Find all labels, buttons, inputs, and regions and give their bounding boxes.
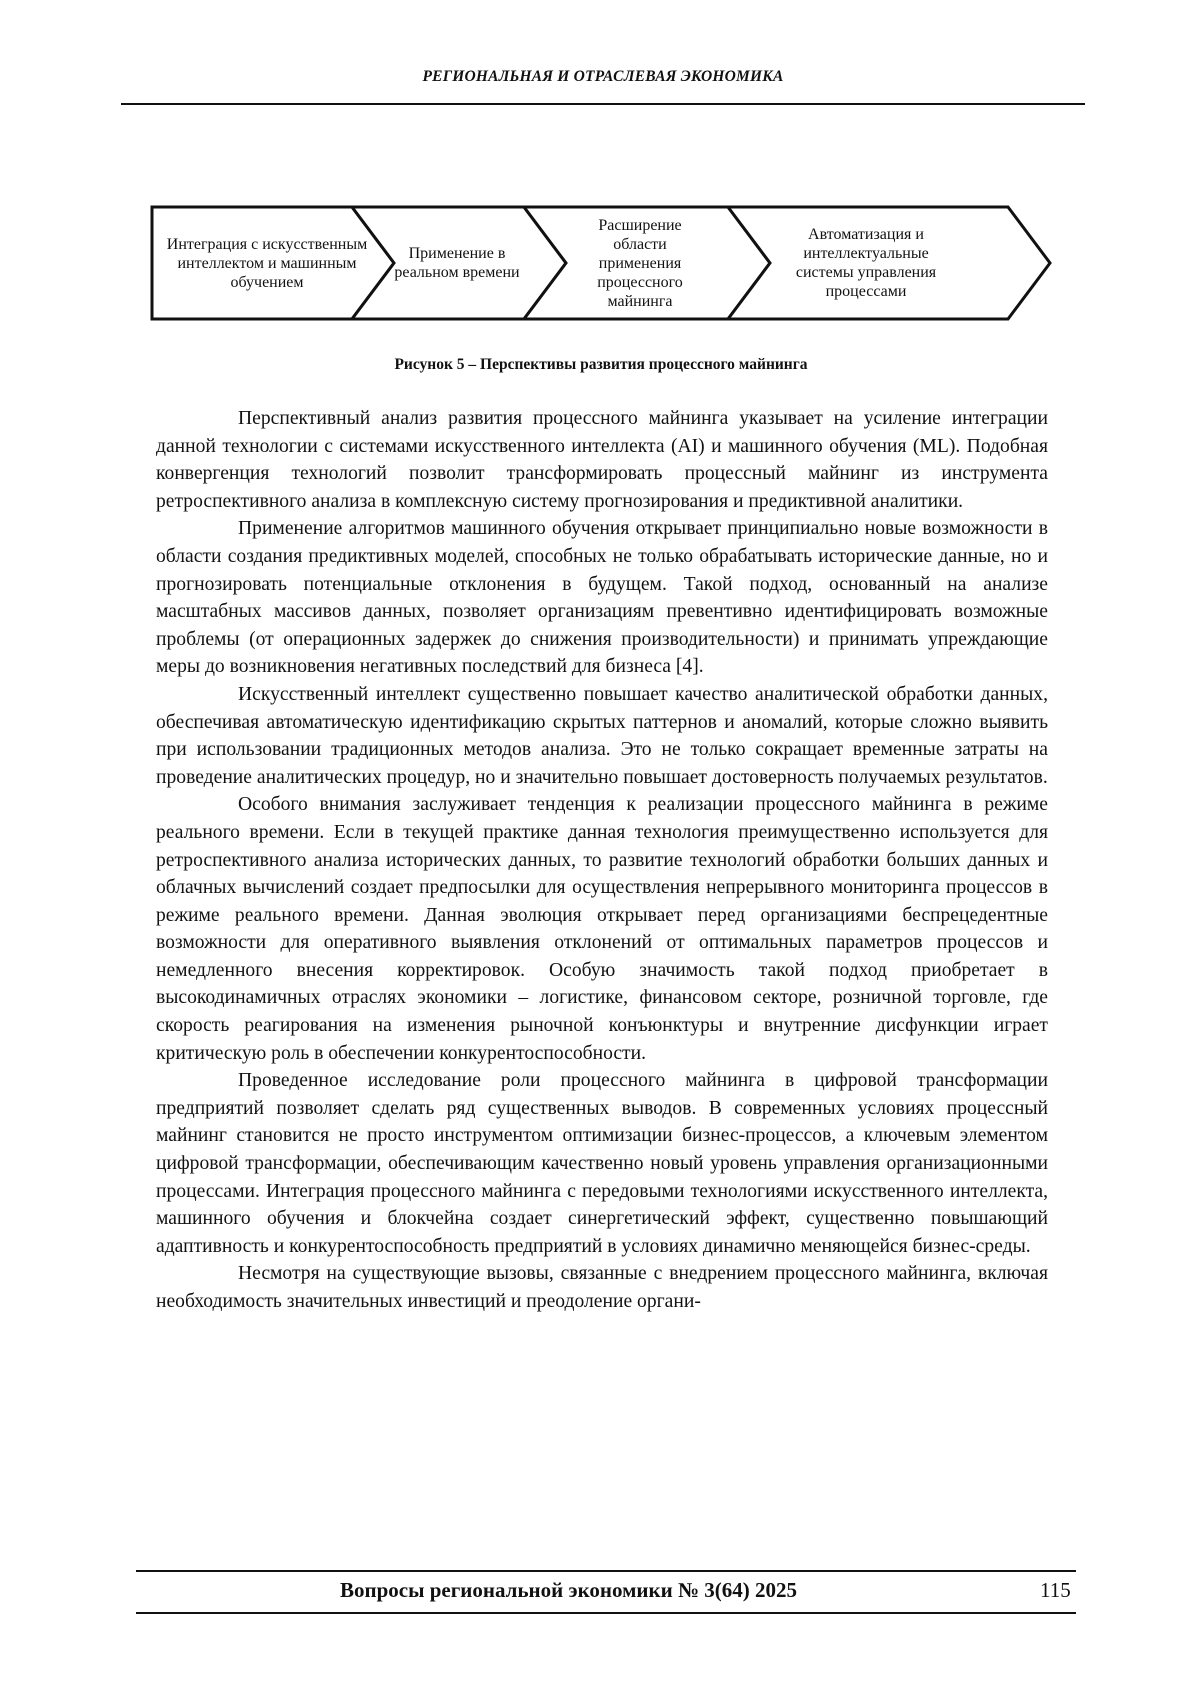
paragraph: Применение алгоритмов машинного обучения открывает принципиально новые возможности в области создания предиктивных моделей, способных не только обрабатывать исторические данные, но и прогнозировать потенциальные отклонения в будущем. Такой подход, основанный на анализе масштабных массивов данных, позволяет организациям превентивно идентифицировать возможные проблемы (от операционных задержек до снижения производительности) и принимать упреждающие меры до возникновения негативных последствий для бизнеса [4]. — [156, 518, 1048, 678]
page-number: 115 — [1040, 1578, 1071, 1602]
paragraph: Особого внимания заслуживает тенденция к реализации процессного майнинга в режиме реального времени. Если в текущей практике данная технология преимущественно используется для ретроспективного анализа исторических данных, то развитие технологий обработки больших данных и облачных вычислений создает предпосылки для осуществления непрерывного мониторинга процессов в режиме реального времени. Данная эволюция открывает перед организациями беспрецедентные возможности для оперативного выявления отклонений от оптимальных параметров процессов и немедленного внесения корректировок. Особую значимость такой подход приобретает в высокодинамичных отраслях экономики – логистике, финансовом секторе, розничной торговле, где скорость реагирования на изменения рыночной конъюнктуры и внутренние дисфункции играет критическую роль в обеспечении конкурентоспособности. — [156, 794, 1048, 1064]
process-mining-prospects-diagram — [150, 205, 1052, 321]
paragraph: Несмотря на существующие вызовы, связанные с внедрением процессного майнинга, включая необходимость значительных инвестиций и преодоление органи- — [156, 1263, 1048, 1312]
journal-title: Вопросы региональной экономики № 3(64) 2025 — [340, 1578, 798, 1602]
stage-4-label: Автоматизация и интеллектуальные системы управления процессами — [795, 226, 937, 300]
article-body — [156, 405, 1048, 1316]
stage-3-label: Расширение области применения процессного майнинга — [597, 216, 683, 310]
paragraph: Перспективный анализ развития процессного майнинга указывает на усиление интеграции данной технологии с системами искусственного интеллекта (AI) и машинного обучения (ML). Подобная конвергенция технологий позволит трансформировать процессный майнинг из инструмента ретроспективного анализа в комплексную систему прогнозирования и предиктивной аналитики. — [156, 408, 1048, 512]
running-title: РЕГИОНАЛЬНАЯ И ОТРАСЛЕВАЯ ЭКОНОМИКА — [422, 68, 784, 85]
stage-2-label: Применение в реальном времени — [394, 245, 520, 281]
stage-1-label: Интеграция с искусственным интеллектом и машинным обучением — [166, 235, 368, 291]
header-rule — [121, 103, 1085, 105]
paragraph: Проведенное исследование роли процессного майнинга в цифровой трансформации предприятий позволяет сделать ряд существенных выводов. В современных условиях процессный майнинг становится не просто инструментом оптимизации бизнес-процессов, а ключевым элементом цифровой трансформации, обеспечивающим качественно новый уровень управления организационными процессами. Интеграция процессного майнинга с передовыми технологиями искусственного интеллекта, машинного обучения и блокчейна создает синергетический эффект, существенно повышающий адаптивность и конкурентоспособность предприятий в условиях динамично меняющейся бизнес-среды. — [156, 1070, 1048, 1257]
paragraph: Искусственный интеллект существенно повышает качество аналитической обработки данных, обеспечивая автоматическую идентификацию скрытых паттернов и аномалий, которые сложно выявить при использовании традиционных методов анализа. Это не только сокращает временные затраты на проведение аналитических процедур, но и значительно повышает достоверность получаемых результатов. — [156, 683, 1048, 788]
footer-rule-bottom — [136, 1612, 1076, 1614]
figure-caption: Рисунок 5 – Перспективы развития процессного майнинга — [394, 356, 808, 373]
footer-rule-top — [136, 1570, 1076, 1572]
